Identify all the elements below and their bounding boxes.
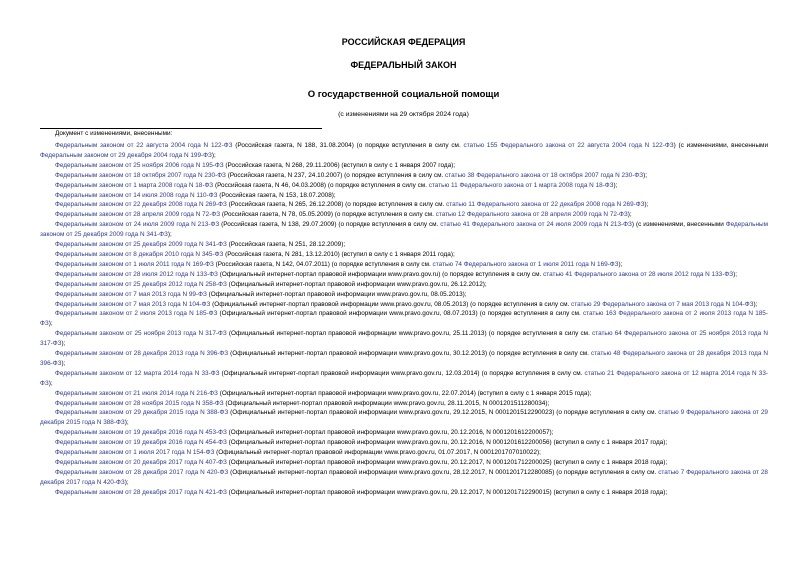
amendment-text: (Официальный интернет-портал правовой информации www.pravo.gov.ru, 29.12.2015, N 0001201512290023) (о порядке вступления в силу см. [228,409,659,417]
amendment-text: ); [644,201,649,209]
amendment-item [40,369,768,389]
amendment-text: ); [124,478,129,486]
amendment-text: ); [627,211,632,219]
amendment-text: ); [618,260,623,268]
law-link[interactable]: Федеральным законом от 28 декабря 2017 года N 421-ФЗ [55,488,227,496]
amendment-text: (Официальный интернет-портал правовой информации www.pravo.gov.ru, 25.11.2013) (о порядке вступления в силу см. [226,330,593,338]
amendment-item [40,181,768,191]
amendment-text: (Официальный интернет-портал правовой информации www.pravo.gov.ru, 12.03.2014) (о порядке вступления в силу см. [219,369,585,377]
amendment-item [40,300,768,310]
amendment-item [40,309,768,329]
law-link[interactable]: Федеральным законом от 7 мая 2013 года N 99-ФЗ [55,290,207,298]
amendment-text: (Официальный интернет-портал правовой информации www.pravo.gov.ru, 20.12.2016, N 0001201612200057); [226,429,554,437]
amendment-text: (Российская газета, N 251, 28.12.2009); [226,241,346,249]
amendment-text: (Официальный интернет-портал правовой информации www.pravo.gov.ru, 08.05.2013) (о порядке вступления в силу см. [210,300,572,308]
law-link[interactable]: статью 48 Федерального закона от 28 декабря 2013 года N 396-ФЗ [40,350,769,367]
amendment-text: (Российская газета, N 78, 05.05.2009) (о порядке вступления в силу см. [220,211,436,219]
law-link[interactable]: Федеральным законом от 25 декабря 2012 года N 258-ФЗ [55,280,227,288]
law-link[interactable]: Федеральным законом от 28 ноября 2015 года N 358-ФЗ [55,399,224,407]
amendment-item [40,329,768,349]
law-link[interactable]: статью 9 Федерального закона от 29 декабря 2015 года N 388-ФЗ [40,409,768,427]
amendment-text: ) (с изменениями, внесенными [673,142,769,149]
document-title: О государственной социальной помощи [307,89,500,100]
amendment-item [40,171,768,181]
amendment-item [40,200,768,210]
law-link[interactable]: Федеральным законом от 12 марта 2014 года N 33-ФЗ [55,369,220,377]
amendment-text: (Российская газета, N 268, 29.11.2006) (вступил в силу с 1 января 2007 года); [223,161,456,169]
amendment-text: (Официальный интернет-портал правовой информации www.pravo.gov.ru, 01.07.2017, N 0001201707010022); [214,449,541,457]
law-link[interactable]: Федеральным законом от 2 июля 2013 года N 185-ФЗ [55,310,218,318]
amendment-item [40,428,768,438]
law-link[interactable]: статью 74 Федерального закона от 1 июля 2011 года N 169-ФЗ [432,260,619,268]
law-link[interactable]: Федеральным законом от 28 апреля 2009 года N 72-ФЗ [55,211,221,219]
law-link[interactable]: статью 41 Федерального закона от 28 июля 2012 года N 133-ФЗ [543,270,734,278]
document-revision-note: (с изменениями на 29 октября 2024 года) [338,111,469,118]
amendment-text: (Официальный интернет-портал правовой информации www.pravo.gov.ru, 26.12.2012); [226,280,487,288]
amendment-item [40,408,768,428]
law-link[interactable]: статью 11 Федерального закона от 22 декабря 2008 года N 269-ФЗ [446,201,645,209]
amendment-text: (Российская газета, N 188, 31.08.2004) (о порядке вступления в силу см. [232,142,464,149]
law-link[interactable]: Федеральным законом от 18 октября 2007 года N 230-ФЗ [55,171,226,179]
amendment-text: (Российская газета, N 138, 29.07.2009) (о порядке вступления в силу см. [219,221,441,229]
amendment-text: (Официальный интернет-портал правовой информации www.pravo.gov.ru, 20.12.2016, N 0001201612200056) (вступил в силу с 1 января 2017 года); [226,439,668,447]
amendment-text: ); [753,300,758,308]
amendment-item [40,260,768,270]
law-link[interactable]: Федеральным законом от 22 августа 2004 года N 122-ФЗ [55,142,233,149]
law-link[interactable]: статью 155 Федерального закона от 22 августа 2004 года N 122-ФЗ [463,142,674,149]
amendment-text: ); [167,231,172,239]
law-link[interactable]: Федеральным законом от 28 декабря 2017 года N 420-ФЗ [55,468,229,476]
law-link[interactable]: Федеральным законом от 29 декабря 2015 года N 388-ФЗ [55,409,229,417]
law-link[interactable]: Федеральным законом от 1 июля 2017 года N 154-ФЗ [55,449,215,457]
law-link[interactable]: Федеральным законом от 25 декабря 2009 года N 341-ФЗ [55,241,227,249]
law-link[interactable]: Федеральным законом от 1 марта 2008 года N 18-ФЗ [55,181,214,189]
law-link[interactable]: Федеральным законом от 22 декабря 2008 года N 269-ФЗ [55,201,227,209]
law-link[interactable]: статью 64 Федерального закона от 25 ноября 2013 года N 317-ФЗ [40,330,768,348]
changes-intro: Документ с изменениями, внесенными: [55,130,173,137]
amendment-text: (Российская газета, N 281, 13.12.2010) (вступил в силу с 1 января 2011 года); [223,250,455,258]
amendment-text: (Официальный интернет-портал правовой информации www.pravo.gov.ru) (о порядке вступления в силу см. [217,270,544,278]
amendment-text: (Официальный интернет-портал правовой информации www.pravo.gov.ru, 29.12.2017, N 0001201712290015) (вступил в силу с 1 января 2018 года); [226,488,668,496]
law-link[interactable]: Федеральным законом от 19 декабря 2016 года N 454-ФЗ [55,439,227,447]
law-link[interactable]: статью 21 Федерального закона от 12 марта 2014 года N 33-ФЗ [40,369,768,387]
law-link[interactable]: Федеральным законом от 25 декабря 2009 года N 341-ФЗ [40,221,768,239]
amendment-text: ); [643,171,647,179]
amendment-item [40,448,768,458]
amendment-text: ); [61,359,66,367]
amendment-item [40,141,768,161]
law-link[interactable]: Федеральным законом от 7 мая 2013 года N 104-ФЗ [55,300,211,308]
document-type-heading: ФЕДЕРАЛЬНЫЙ ЗАКОН [350,60,457,70]
law-link[interactable]: Федеральным законом от 28 июля 2012 года N 133-ФЗ [55,270,218,278]
amendment-item [40,290,768,300]
law-link[interactable]: Федеральным законом от 29 декабря 2004 года N 199-ФЗ [40,151,212,159]
law-link[interactable]: Федеральным законом от 21 июля 2014 года N 216-ФЗ [55,389,218,397]
amendment-item [40,240,768,250]
amendment-item [40,210,768,220]
amendment-text: ); [48,379,53,387]
amendment-text: ); [733,270,737,278]
amendment-text: ); [211,151,216,159]
law-link[interactable]: Федеральным законом от 19 декабря 2016 года N 453-ФЗ [55,429,227,437]
amendment-item [40,220,768,240]
amendment-text: ); [613,181,618,189]
amendment-text: ) (с изменениями, внесенными [631,221,726,229]
amendment-text: (Официальный интернет-портал правовой информации www.pravo.gov.ru, 22.07.2014) (вступил в силу с 1 января 2015 года); [217,389,592,397]
law-link[interactable]: статью 38 Федерального закона от 18 октября 2007 года N 230-ФЗ [445,171,644,179]
amendment-item [40,250,768,260]
law-link[interactable]: Федеральным законом от 25 ноября 2006 года N 195-ФЗ [55,161,224,169]
amendment-text: (Российская газета, N 265, 26.12.2008) (о порядке вступления в силу см. [226,201,447,209]
amendment-text: (Российская газета, N 237, 24.10.2007) (о порядке вступления в силу см. [225,171,446,179]
amendment-text: ); [61,340,66,348]
law-link[interactable]: Федеральным законом от 24 июля 2009 года N 213-ФЗ [55,221,220,229]
amendment-text: (Российская газета, N 46, 04.03.2008) (о порядке вступления в силу см. [213,181,429,189]
amendment-item [40,270,768,280]
law-link[interactable]: статью 163 Федерального закона от 2 июля 2013 года N 185-ФЗ [40,310,768,328]
amendment-text: ); [48,320,53,328]
amendment-text: ); [124,419,129,427]
amendment-item [40,488,768,498]
amendment-text: (Российская газета, N 142, 04.07.2011) (о порядке вступления в силу см. [213,260,433,268]
amendment-text: (Официальный интернет-портал правовой информации www.pravo.gov.ru, 20.12.2017, N 0001201712200025) (вступил в силу с 1 января 2018 года); [226,459,668,466]
amendment-text: (Официальный интернет-портал правовой информации www.pravo.gov.ru, 28.11.2015, N 0001201511280034); [223,399,550,407]
amendment-item [40,191,768,201]
law-link[interactable]: статью 29 Федерального закона от 7 мая 2013 года N 104-ФЗ [571,300,754,308]
law-link[interactable]: статью 41 Федерального закона от 24 июля 2009 года N 213-ФЗ [440,221,632,229]
law-link[interactable]: Федеральным законом от 25 ноября 2013 года N 317-ФЗ [55,330,227,338]
document-country-heading: РОССИЙСКАЯ ФЕДЕРАЦИЯ [341,37,466,47]
amendment-item [40,349,768,369]
law-link[interactable]: статью 12 Федерального закона от 28 апреля 2009 года N 72-ФЗ [435,211,628,219]
law-link[interactable]: Федеральным законом от 1 июля 2011 года N 169-ФЗ [55,260,214,268]
amendment-text: (Официальный интернет-портал правовой информации www.pravo.gov.ru, 08.07.2013) (о порядке вступления в силу см. [217,310,583,318]
amendment-item [40,280,768,290]
amendment-item [40,458,768,468]
amendment-item [40,399,768,409]
law-link[interactable]: Федеральным законом от 14 июля 2008 года N 110-ФЗ [55,191,218,199]
separator-line [40,128,322,129]
amendments-list [40,141,768,498]
amendment-item [40,161,768,171]
law-link[interactable]: статью 11 Федерального закона от 1 марта 2008 года N 18-ФЗ [428,181,614,189]
law-link[interactable]: Федеральным законом от 28 декабря 2013 года N 396-ФЗ [55,350,229,358]
law-link[interactable]: Федеральным законом от 20 декабря 2017 года N 407-ФЗ [55,459,227,466]
amendment-item [40,438,768,448]
amendment-text: (Официальный интернет-портал правовой информации www.pravo.gov.ru, 28.12.2017, N 0001201712280085) (о порядке вступления в силу см. [228,468,659,476]
amendment-item [40,468,768,488]
amendment-text: (Официальный интернет-портал правовой информации www.pravo.gov.ru, 08.05.2013); [206,290,467,298]
law-link[interactable]: статью 7 Федерального закона от 28 декабря 2017 года N 420-ФЗ [40,468,768,486]
law-link[interactable]: Федеральным законом от 8 декабря 2010 года N 345-ФЗ [55,250,224,258]
amendment-text: (Российская газета, N 153, 18.07.2008); [217,191,336,199]
amendment-item [40,389,768,399]
amendment-text: (Официальный интернет-портал правовой информации www.pravo.gov.ru, 30.12.2013) (о порядке вступления в силу см. [228,350,591,358]
